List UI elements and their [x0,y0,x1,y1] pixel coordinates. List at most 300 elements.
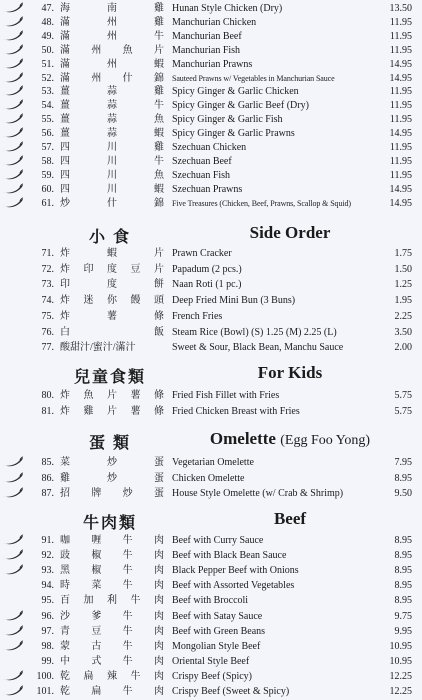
item-chinese-char: 川 [107,183,117,195]
item-chinese-char: 辣 [107,670,117,682]
item-english-name: Crispy Beef (Sweet & Spicy) [172,686,290,697]
item-price: 8.95 [394,580,412,592]
item-price: 12.25 [389,670,412,682]
chili-pepper-icon [2,670,24,682]
item-english-name: Fried Chicken Breast with Fries [172,405,300,417]
item-chinese-char: 滿 [60,30,70,42]
item-price: 2.00 [394,342,412,354]
item-chinese-name [60,155,164,168]
chili-pepper-icon [2,30,24,42]
item-chinese-name [60,579,164,592]
menu-item-row [0,405,422,418]
item-number: 53. [41,86,54,98]
item-number: 80. [41,390,54,401]
chili-pepper-icon [2,2,24,14]
item-chinese-name [60,247,164,260]
item-price: 10.95 [389,655,412,667]
item-english-name: Beef with Broccoli [172,595,249,607]
item-chinese-char: 薯 [130,405,141,417]
item-english-name: Steam Rice (Bowl) (S) 1.25 (M) 2.25 (L) [172,326,337,338]
item-price: 11.95 [389,86,412,98]
item-chinese-char: 牛 [122,565,133,577]
item-chinese-name [60,534,164,547]
item-chinese-char: 式 [91,655,102,667]
item-chinese-char: 州 [107,16,117,28]
item-chinese-char: 蝦 [107,248,117,259]
chili-pepper-icon [2,58,26,71]
item-chinese-char: 雞 [154,16,164,28]
item-chinese-char: 滿 [60,58,70,70]
chili-pepper-icon [2,58,24,70]
chili-pepper-icon [2,99,26,112]
chili-pepper-icon [2,30,26,43]
item-english-name: Vegetarian Omelette [172,457,254,468]
item-english-name: Oriental Style Beef [172,655,250,667]
item-chinese-char: 蒜 [107,100,117,112]
item-english-name: House Style Omelette (w/ Crab & Shrimp) [172,488,344,500]
menu-item-row [0,594,422,607]
item-chinese-char: 條 [154,405,164,417]
item-english-name: Fried Fish Fillet with Fries [172,390,280,401]
menu-item-row [0,310,422,323]
item-english-name: Chicken Omelette [172,472,245,484]
omelette-header-english-main: Omelette [209,429,276,448]
item-price: 14.95 [389,58,412,70]
item-chinese-char: 椒 [91,550,102,562]
item-chinese-char: 牛 [154,100,164,112]
chili-pepper-icon [2,72,26,85]
omelette-header [0,428,422,452]
item-chinese-char: 椒 [91,565,102,577]
item-chinese-char: 菜 [60,457,70,468]
item-number: 58. [41,155,54,167]
menu-item-row [0,564,422,577]
item-chinese-char: 雞 [154,142,164,153]
item-chinese-name [60,197,164,210]
chili-pepper-icon [2,472,26,485]
for-kids-header [0,362,422,386]
item-chinese-name [60,549,164,562]
menu-item-row [0,326,422,339]
item-english-name: Sweet & Sour, Black Bean, Manchu Sauce [172,342,344,354]
item-chinese-name [60,99,164,112]
item-chinese-char: 肉 [153,580,164,592]
item-chinese-char: 什 [122,72,133,84]
item-chinese-name [60,341,164,354]
item-chinese-char: 蝦 [154,58,164,70]
item-number: 54. [41,100,54,112]
item-chinese-char: 四 [60,142,70,153]
menu-item-row [0,341,422,354]
item-number: 101. [36,686,54,697]
item-chinese-name [60,685,164,698]
item-chinese-char: 豆 [91,625,102,637]
item-chinese-name [60,472,164,485]
item-chinese-char: 牛 [122,535,133,546]
item-chinese-char: 四 [60,169,70,181]
item-chinese-name [60,85,164,98]
item-number: 87. [41,488,54,500]
item-english-name: Beef with Curry Sauce [172,535,264,546]
item-chinese-char: 四 [60,183,70,195]
item-chinese-name [60,30,164,43]
item-english-name: Szechuan Chicken [172,142,247,153]
chili-pepper-icon [2,197,24,209]
chili-pepper-icon [2,197,26,210]
item-chinese-char: 印 [83,263,94,275]
item-chinese-char: 魚 [83,390,94,401]
beef-header-chinese: 牛肉類 [82,515,137,532]
item-english-name: Manchurian Fish [172,44,241,56]
item-english-name: Beef with Green Beans [172,625,266,637]
menu-item-row [0,278,422,291]
menu-item-row [0,456,422,469]
menu-item-row [0,579,422,592]
item-price: 13.50 [389,3,412,14]
item-chinese-name [60,294,164,307]
chili-pepper-icon [2,564,26,577]
item-chinese-char: 滿 [60,72,70,84]
item-chinese-char: 炸 [60,310,70,322]
chili-pepper-icon [2,155,26,168]
menu-item-row [0,625,422,638]
chili-pepper-icon [2,99,24,111]
item-chinese-name [60,2,164,15]
chili-pepper-icon [2,640,26,653]
chili-pepper-icon [2,127,26,140]
item-english-name: Mongolian Style Beef [172,640,261,652]
item-chinese-char: 川 [107,142,117,153]
item-price: 1.25 [394,279,412,291]
menu-item-row [0,2,422,15]
item-english-name: Five Treasures (Chicken, Beef, Prawns, Scallop & Squid) [172,198,351,208]
item-price: 7.95 [394,457,412,468]
item-chinese-char: 蒜 [107,128,117,140]
item-chinese-name [60,326,164,339]
item-chinese-char: 州 [107,58,117,70]
item-chinese-char: 牛 [122,640,133,652]
item-english-name: Szechuan Prawns [172,183,243,195]
chili-pepper-icon [2,456,24,468]
menu-item-row [0,263,422,276]
item-chinese-char: 牛 [130,670,141,682]
chili-pepper-icon [2,640,24,652]
item-chinese-char: 牛 [122,686,133,697]
menu-item-row [0,655,422,668]
item-number: 61. [41,197,54,209]
item-chinese-name [60,456,164,469]
item-number: 52. [41,72,54,84]
chili-pepper-icon [2,169,24,181]
item-chinese-char: 牛 [122,655,133,667]
chili-pepper-icon [2,549,26,562]
side-order-header-chinese: 小 食 [88,229,131,246]
item-chinese-char: 炸 [60,390,70,401]
item-english-name: Spicy Ginger & Garlic Beef (Dry) [172,100,309,112]
chili-pepper-icon [2,564,24,576]
item-chinese-char: 片 [107,405,117,417]
item-chinese-char: 片 [107,390,117,401]
item-number: 49. [41,30,54,42]
item-chinese-char: 牛 [154,30,164,42]
item-chinese-char: 炸 [60,263,70,275]
item-chinese-char: 咖 [60,535,70,546]
item-number: 75. [41,310,54,322]
item-chinese-char: 薑 [60,86,70,98]
chili-pepper-icon [2,610,26,623]
chili-pepper-icon [2,44,26,57]
item-chinese-char: 四 [60,155,70,167]
item-chinese-char: 中 [60,655,70,667]
item-chinese-name [60,16,164,29]
item-chinese-char: 什 [107,197,117,209]
chili-pepper-icon [2,610,24,622]
item-price: 9.75 [394,610,412,622]
item-english-name: Crispy Beef (Spicy) [172,670,252,682]
item-chinese-char: 條 [154,390,164,401]
item-chinese-char: 乾 [60,670,70,682]
chili-pepper-icon [2,2,26,15]
for-kids-header-english: For Kids [257,363,323,382]
item-number: 100. [36,670,54,682]
side-order-header [0,222,422,246]
item-chinese-char: 蛋 [153,488,164,500]
item-chinese-char: 肉 [153,686,164,697]
item-chinese-name [60,670,164,683]
menu-item-row [0,472,422,485]
item-chinese-char: 南 [107,3,117,14]
item-chinese-char: 炸 [60,405,70,417]
item-chinese-name [60,141,164,154]
item-number: 96. [41,610,54,622]
chili-pepper-icon [2,127,24,139]
menu-item-row [0,99,422,112]
beef-header-english: Beef [273,509,307,528]
item-price: 5.75 [394,405,412,417]
chili-pepper-icon [2,534,24,546]
item-chinese-char: 白 [60,326,70,338]
item-chinese-char: 炒 [60,197,70,209]
item-chinese-char: 蝦 [154,183,164,195]
menu-item-row [0,640,422,653]
menu-item-row [0,685,422,698]
item-number: 47. [41,3,54,14]
menu-item-row [0,610,422,623]
item-english-name: Deep Fried Mini Bun (3 Buns) [172,295,296,307]
item-chinese-char: 條 [154,310,164,322]
item-number: 71. [41,248,54,259]
menu-item-row [0,127,422,140]
item-price: 8.95 [394,535,412,546]
item-chinese-char: 牛 [130,595,141,607]
chili-pepper-icon [2,155,24,167]
item-chinese-char: 錦 [154,197,164,209]
item-chinese-char: 牛 [154,155,164,167]
item-price: 1.75 [394,248,412,259]
item-chinese-name [60,389,164,402]
item-english-name: Hunan Style Chicken (Dry) [172,3,283,14]
item-chinese-char: 薯 [130,390,141,401]
item-number: 94. [41,580,54,592]
menu-item-row [0,113,422,126]
item-english-name: Prawn Cracker [172,248,232,259]
item-english-name: Sauteed Prawns w/ Vegetables in Manchurian Sauce [172,73,335,83]
item-number: 98. [41,640,54,652]
item-chinese-char: 魚 [154,114,164,126]
item-chinese-char: 滿 [60,16,70,28]
item-chinese-char: 時 [60,580,70,592]
menu-item-row [0,30,422,43]
item-chinese-char: 蒜 [107,114,117,126]
item-chinese-name [60,263,164,276]
chili-pepper-icon [2,85,26,98]
item-number: 91. [41,535,54,546]
item-chinese-char: 牛 [122,610,133,622]
item-chinese-char: 片 [154,248,164,259]
item-chinese-name [60,58,164,71]
chili-pepper-icon [2,549,24,561]
item-chinese-char: 雞 [83,405,94,417]
item-chinese-char: 蛋 [154,457,164,468]
item-price: 11.95 [389,16,412,28]
item-chinese-char: 飯 [154,326,164,338]
menu-item-row [0,247,422,260]
item-chinese-char: 魚 [122,44,133,56]
item-chinese-char: 雞 [154,3,164,14]
item-number: 86. [41,472,54,484]
item-number: 50. [41,44,54,56]
chili-pepper-icon [2,487,24,499]
item-chinese-name [60,113,164,126]
item-number: 76. [41,326,54,338]
item-price: 3.50 [394,326,412,338]
item-chinese-char: 迷 [83,295,94,307]
menu-item-row [0,85,422,98]
item-chinese-name [60,169,164,182]
item-chinese-char: 薑 [60,128,70,140]
item-english-name: Naan Roti (1 pc.) [172,279,242,291]
item-chinese-name [60,310,164,323]
chili-pepper-icon [2,141,26,154]
menu-item-row [0,294,422,307]
item-chinese-name [60,405,164,418]
chili-pepper-icon [2,113,26,126]
item-number: 56. [41,128,54,140]
item-chinese-name [60,594,164,607]
item-price: 8.95 [394,472,412,484]
item-number: 59. [41,169,54,181]
chili-pepper-icon [2,625,24,637]
item-chinese-char: 豉 [60,550,70,562]
item-chinese-char: 錦 [153,72,164,84]
item-number: 85. [41,457,54,468]
item-chinese-char: 炒 [107,457,117,468]
item-chinese-char: 肉 [154,670,164,682]
item-chinese-char: 黑 [60,565,70,577]
beef-header [0,508,422,532]
item-chinese-char: 你 [107,295,117,307]
item-number: 77. [41,342,54,354]
item-chinese-char: 利 [107,595,117,607]
item-english-name: French Fries [172,310,223,322]
item-price: 14.95 [389,197,412,209]
item-price: 8.95 [394,595,412,607]
item-price: 9.95 [394,625,412,637]
item-number: 81. [41,405,54,417]
item-chinese-char: 牛 [122,580,133,592]
chili-pepper-icon [2,685,26,698]
item-chinese-char: 炒 [107,472,117,484]
side-order-header-english: Side Order [249,223,331,242]
chili-pepper-icon [2,534,26,547]
item-chinese-char: 州 [91,72,102,84]
item-price: 11.95 [389,169,412,181]
item-english-name: Spicy Ginger & Garlic Chicken [172,86,299,98]
item-chinese-char: 肉 [153,565,164,577]
item-chinese-char: 頭 [154,295,164,307]
item-chinese-char: 州 [91,44,102,56]
item-chinese-char: 餅 [154,279,164,291]
item-chinese-char: 片 [154,263,164,275]
item-price: 5.75 [394,390,412,401]
chili-pepper-icon [2,685,24,697]
item-chinese-char: 蛋 [154,472,164,484]
item-english-name: Beef with Satay Sauce [172,610,263,622]
item-english-name: Szechuan Fish [172,169,231,181]
item-chinese-char: 豆 [130,263,141,275]
item-number: 51. [41,58,54,70]
menu-item-row [0,534,422,547]
item-english-name: Manchurian Prawns [172,58,253,70]
chili-pepper-icon [2,141,24,153]
chili-pepper-icon [2,625,26,638]
menu-item-row [0,58,422,71]
item-chinese-name [60,72,164,85]
item-price: 8.95 [394,565,412,577]
item-chinese-char: 川 [107,155,117,167]
item-chinese-char: 炒 [122,488,133,500]
item-chinese-char: 薯 [107,310,117,322]
chili-pepper-icon [2,85,24,97]
item-chinese-char: 蒜 [107,86,117,98]
item-chinese-char: 蒙 [60,640,70,652]
item-price: 11.95 [389,142,412,153]
menu-item-row [0,72,422,85]
item-chinese-char: 肉 [153,625,164,637]
item-chinese-char: 州 [107,30,117,42]
item-number: 97. [41,625,54,637]
item-chinese-char: 度 [107,263,117,275]
item-chinese-char: 肉 [153,655,164,667]
item-price: 11.95 [389,44,412,56]
item-chinese-char: 招 [60,488,70,500]
item-chinese-name [60,487,164,500]
item-chinese-char: 青 [60,625,70,637]
item-chinese-char: 爹 [91,610,102,622]
menu-item-row [0,155,422,168]
item-number: 74. [41,295,54,307]
chili-pepper-icon [2,472,24,484]
item-english-name: Beef with Assorted Vegetables [172,580,295,592]
menu-item-row [0,169,422,182]
item-english-name: Manchurian Beef [172,30,242,42]
item-chinese-name [60,640,164,653]
item-chinese-char: 蝦 [154,128,164,140]
item-price: 12.25 [389,686,412,697]
menu-item-row [0,44,422,57]
item-chinese-name [60,610,164,623]
item-chinese-name [60,278,164,291]
